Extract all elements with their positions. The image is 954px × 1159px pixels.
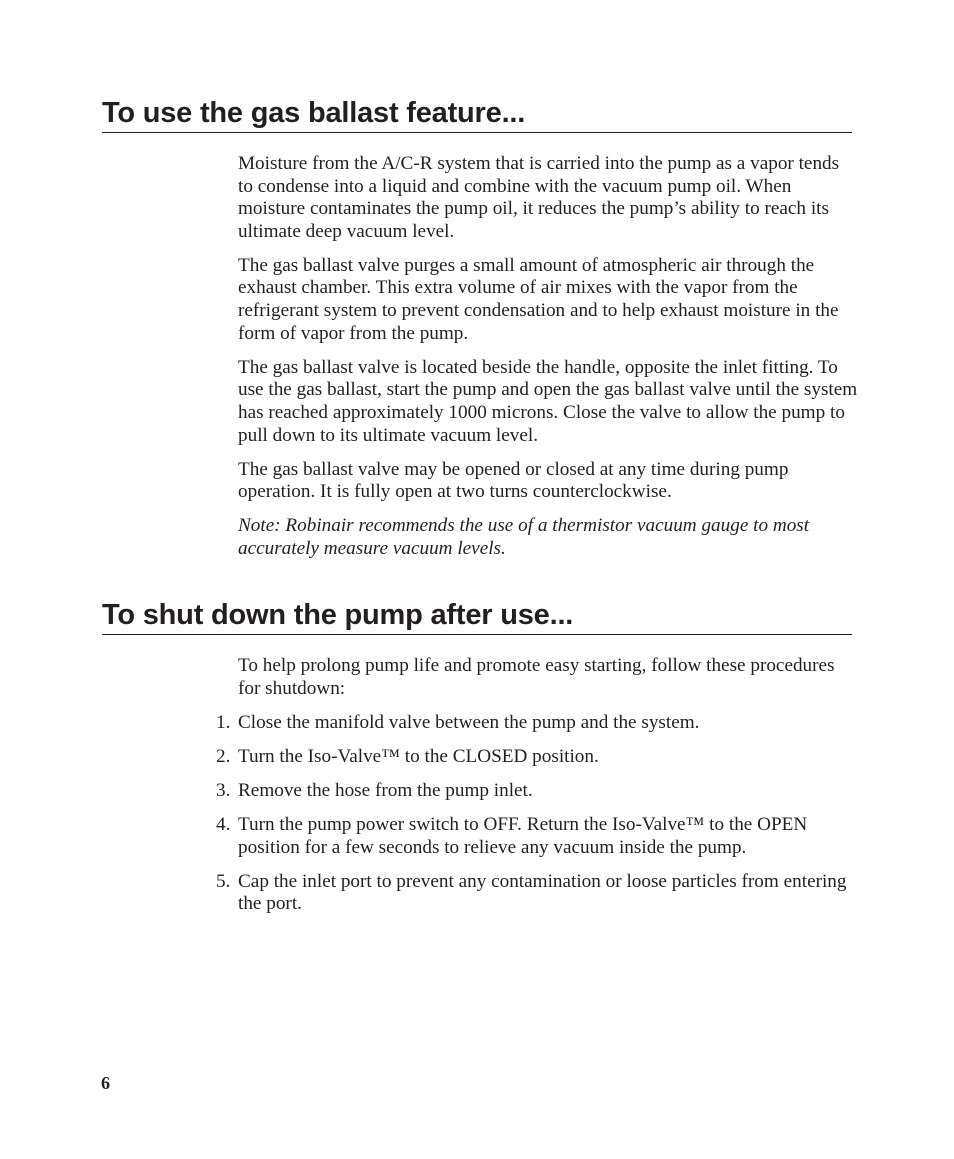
list-item bbox=[216, 711, 858, 735]
section-title-shut-down: To shut down the pump after use... bbox=[102, 598, 852, 635]
step-text: Turn the Iso-Valve™ to the CLOSED position. bbox=[238, 745, 599, 767]
step-number: 5. bbox=[216, 870, 231, 892]
paragraph: Moisture from the A/C-R system that is carried into the pump as a vapor tends to condense into a liquid and combine with the vacuum pump oil. When moisture contaminates the pump oil, it reduces the pump’s ability to reach its ultimate deep vacuum level. bbox=[238, 153, 840, 242]
section-title-gas-ballast: To use the gas ballast feature... bbox=[102, 96, 852, 133]
paragraph: The gas ballast valve purges a small amount of atmospheric air through the exhaust chamber. This extra volume of air mixes with the vapor from the refrigerant system to prevent condensation and to help exhaust moisture in the form of vapor from the pump. bbox=[238, 254, 839, 344]
shutdown-steps-list bbox=[216, 711, 858, 916]
list-item bbox=[216, 779, 858, 803]
step-text: Cap the inlet port to prevent any contamination or loose particles from entering the port. bbox=[238, 870, 847, 915]
list-item bbox=[216, 745, 858, 769]
shut-down-body bbox=[216, 655, 858, 927]
step-number: 1. bbox=[216, 711, 231, 733]
step-text: Turn the pump power switch to OFF. Return the Iso-Valve™ to the OPEN position for a few seconds to relieve any vacuum inside the pump. bbox=[238, 813, 808, 858]
paragraph: The gas ballast valve may be opened or closed at any time during pump operation. It is fully open at two turns counterclockwise. bbox=[238, 458, 789, 503]
step-number: 3. bbox=[216, 779, 231, 801]
intro-paragraph: To help prolong pump life and promote easy starting, follow these procedures for shutdown: bbox=[238, 655, 835, 699]
page-number: 6 bbox=[101, 1073, 110, 1093]
step-number: 2. bbox=[216, 745, 231, 767]
note-paragraph: Note: Robinair recommends the use of a thermistor vacuum gauge to most accurately measure vacuum levels. bbox=[238, 515, 810, 559]
step-text: Remove the hose from the pump inlet. bbox=[238, 779, 533, 801]
gas-ballast-body bbox=[238, 153, 858, 572]
step-text: Close the manifold valve between the pump and the system. bbox=[238, 711, 700, 733]
list-item bbox=[216, 813, 858, 859]
step-number: 4. bbox=[216, 813, 231, 835]
list-item bbox=[216, 870, 858, 916]
paragraph: The gas ballast valve is located beside the handle, opposite the inlet fitting. To use the gas ballast, start the pump and open the gas ballast valve until the system has reached approximately 1000 microns. Close the valve to allow the pump to pull down to its ultimate vacuum level. bbox=[238, 356, 858, 446]
